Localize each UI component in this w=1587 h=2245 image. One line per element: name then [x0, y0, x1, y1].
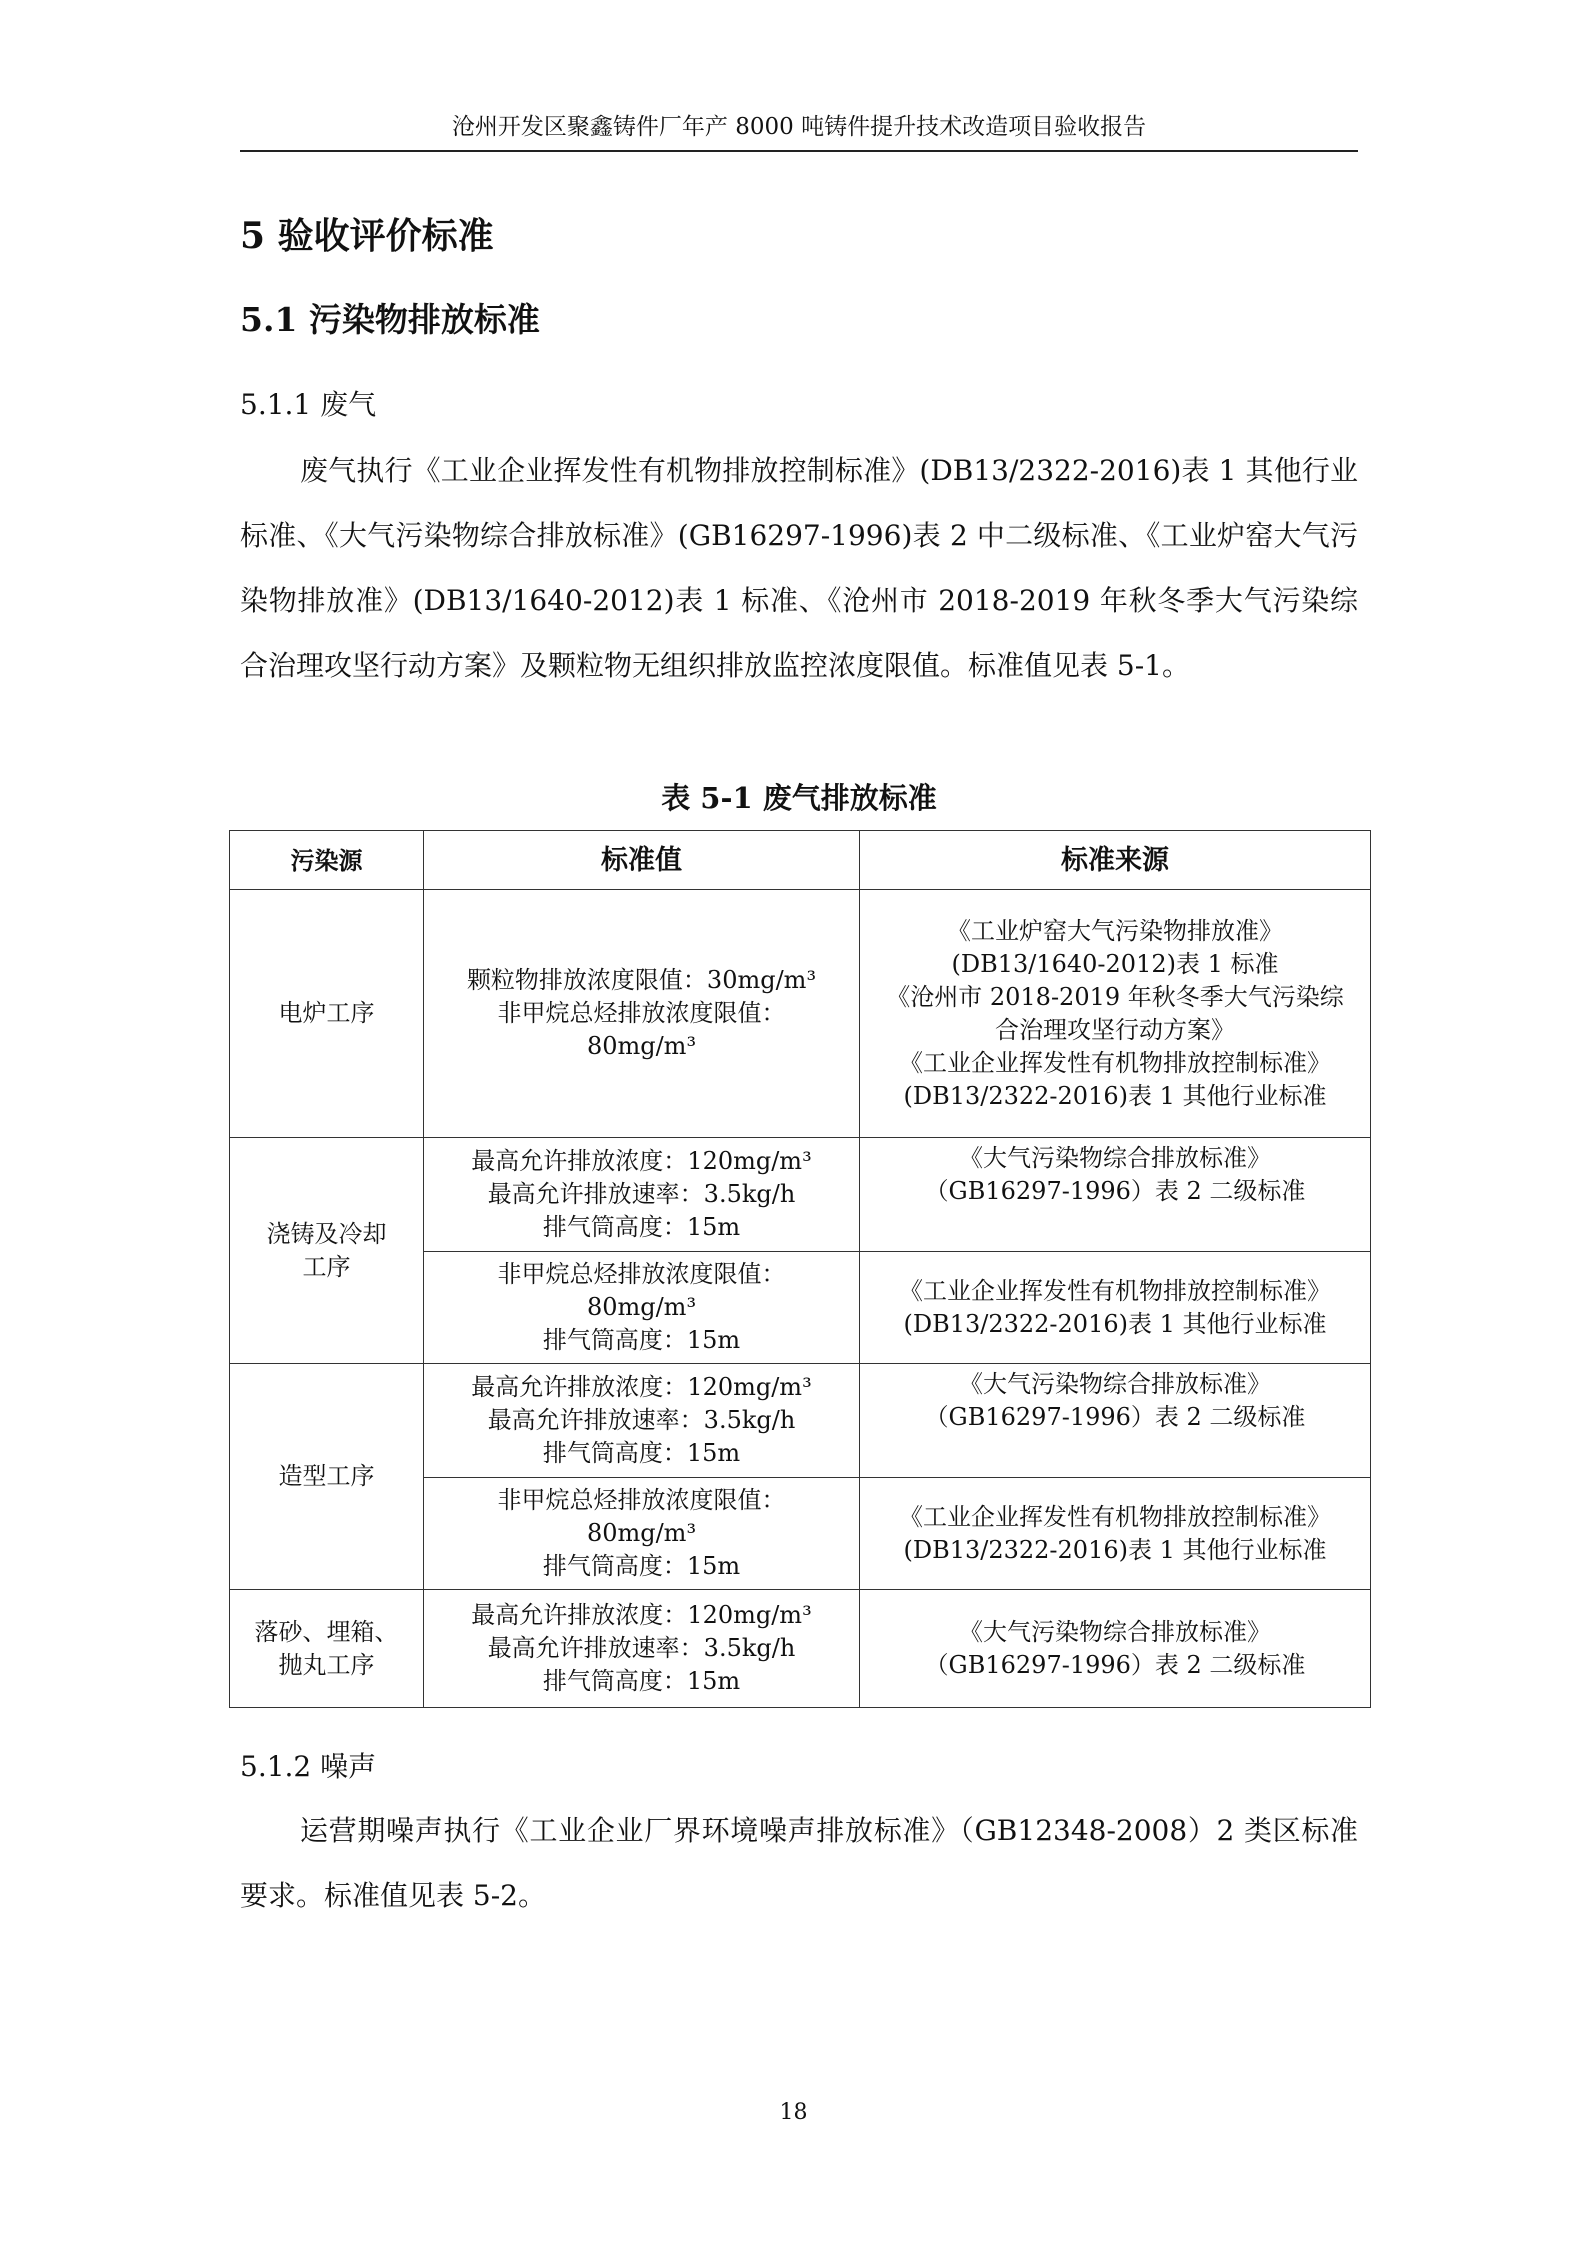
value-cell: 颗粒物排放浓度限值：30mg/m³ 非甲烷总烃排放浓度限值： 80mg/m³ [424, 890, 860, 1138]
reference-cell: 《大气污染物综合排放标准》 （GB16297-1996）表 2 二级标准 [860, 1364, 1371, 1478]
source-cell: 落砂、埋箱、 抛丸工序 [230, 1590, 424, 1708]
reference-cell: 《大气污染物综合排放标准》 （GB16297-1996）表 2 二级标准 [860, 1138, 1371, 1252]
chapter-heading: 5 验收评价标准 [240, 215, 494, 257]
subsection-heading-noise: 5.1.2 噪声 [240, 1750, 377, 1783]
reference-cell: 《工业炉窑大气污染物排放准》 (DB13/1640-2012)表 1 标准 《沧州市 2018-2019 年秋冬季大气污染综 合治理攻坚行动方案》 《工业企业挥发性有机物排放控制标准》 (DB13/2322-2016)表 1 其他行业标准 [860, 890, 1371, 1138]
header-title: 沧州开发区聚鑫铸件厂年产 8000 吨铸件提升技术改造项目验收报告 [451, 114, 1147, 140]
gas-paragraph: 废气执行《工业企业挥发性有机物排放控制标准》(DB13/2322-2016)表 1 其他行业标准、《大气污染物综合排放标准》(GB16297-1996)表 2 中二级标准、《工业炉窑大气污染物排放准》(DB13/1640-2012)表 1 标准、《沧州市 2018-2019 年秋冬季大气污染综合治理攻坚行动方案》及颗粒物无组织排放监控浓度限值。标准值见表 5-1。 [240, 454, 1358, 682]
reference-cell: 《工业企业挥发性有机物排放控制标准》 (DB13/2322-2016)表 1 其他行业标准 [860, 1252, 1371, 1364]
emission-standard-table [229, 830, 1371, 1708]
source-cell: 浇铸及冷却 工序 [230, 1138, 424, 1364]
reference-cell: 《工业企业挥发性有机物排放控制标准》 (DB13/2322-2016)表 1 其他行业标准 [860, 1478, 1371, 1590]
section-heading: 5.1 污染物排放标准 [240, 300, 540, 339]
value-cell: 非甲烷总烃排放浓度限值： 80mg/m³ 排气筒高度：15m [424, 1252, 860, 1364]
header-value: 标准值 [424, 831, 860, 890]
table-row [230, 1364, 1371, 1478]
source-cell: 电炉工序 [230, 890, 424, 1138]
table-row [230, 1590, 1371, 1708]
table-header-row [230, 831, 1371, 890]
noise-paragraph: 运营期噪声执行《工业企业厂界环境噪声排放标准》（GB12348-2008）2 类区标准要求。标准值见表 5-2。 [240, 1814, 1358, 1912]
table-row [230, 890, 1371, 1138]
page-number: 18 [779, 2100, 808, 2125]
reference-cell: 《大气污染物综合排放标准》 （GB16297-1996）表 2 二级标准 [860, 1590, 1371, 1708]
header-reference: 标准来源 [860, 831, 1371, 890]
source-cell: 造型工序 [230, 1364, 424, 1590]
subsection-heading-gas: 5.1.1 废气 [240, 388, 377, 421]
value-cell: 最高允许排放浓度：120mg/m³ 最高允许排放速率：3.5kg/h 排气筒高度：15m [424, 1138, 860, 1252]
value-cell: 最高允许排放浓度：120mg/m³ 最高允许排放速率：3.5kg/h 排气筒高度：15m [424, 1364, 860, 1478]
page-header [240, 112, 1358, 152]
value-cell: 非甲烷总烃排放浓度限值： 80mg/m³ 排气筒高度：15m [424, 1478, 860, 1590]
value-cell: 最高允许排放浓度：120mg/m³ 最高允许排放速率：3.5kg/h 排气筒高度：15m [424, 1590, 860, 1708]
header-source: 污染源 [230, 831, 424, 890]
table-caption: 表 5-1 废气排放标准 [661, 781, 937, 815]
table-row [230, 1138, 1371, 1252]
